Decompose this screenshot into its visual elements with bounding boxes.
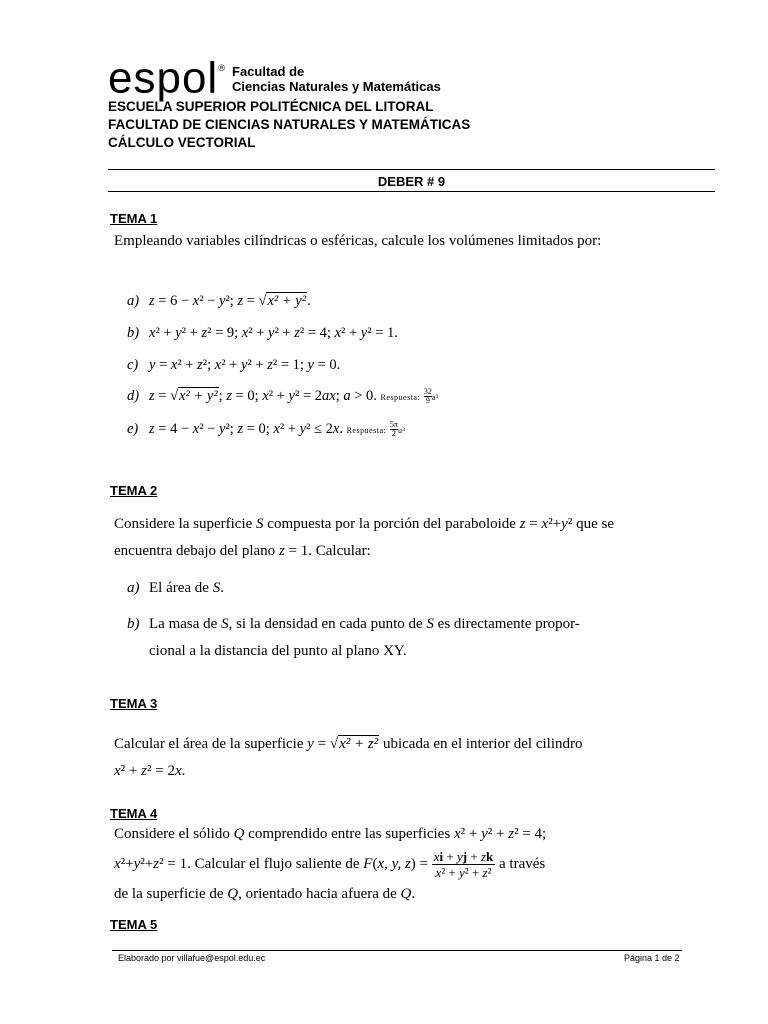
tema1-item-d: d) z = √x² + y²; z = 0; x² + y² = 2ax; a > 0. Respuesta: $\frac{32}{9}a^3$ xyxy=(127,387,439,406)
header-line1: ESCUELA SUPERIOR POLITÉCNICA DEL LITORAL xyxy=(108,99,434,114)
tema5-heading: TEMA 5 xyxy=(110,917,158,932)
tema1-heading: TEMA 1 xyxy=(110,211,158,226)
answer-e-fraction: $\frac{5\pi}{2}$ xyxy=(389,420,398,439)
header-line2: FACULTAD DE CIENCIAS NATURALES Y MATEMÁTICAS xyxy=(108,117,471,132)
footer-rule xyxy=(112,950,682,951)
title-rule-top xyxy=(108,169,715,170)
logo-registered-mark: ® xyxy=(218,63,226,73)
footer-author: Elaborado por villafue@espol.edu.ec xyxy=(118,953,266,963)
tema3-heading: TEMA 3 xyxy=(110,696,158,711)
answer-d-fraction: $\frac{32}{9}$ xyxy=(423,387,432,406)
tema2-intro: Considere la superficie S compuesta por la porción del paraboloide z = x²+y² que se encuentra debajo del plano z = 1. Calcular: xyxy=(114,516,614,559)
tema2-item-b: b) La masa de S, si la densidad en cada punto de S es directamente propor- cional a la distancia del punto al plano XY. xyxy=(127,616,580,659)
footer-page-number: Página 1 de 2 xyxy=(624,953,680,963)
answer-d-unit: a³ xyxy=(431,393,439,402)
header-line3: CÁLCULO VECTORIAL xyxy=(108,135,256,150)
tema2-heading: TEMA 2 xyxy=(110,483,158,498)
document-title: DEBER # 9 xyxy=(377,174,446,189)
answer-e-unit: u³ xyxy=(397,426,406,435)
tema1-item-e: e) z = 4 − x² − y²; z = 0; x² + y² ≤ 2x. Respuesta: $\frac{5\pi}{2}u^3$ xyxy=(127,420,406,439)
faculty-line1: Facultad de xyxy=(232,64,305,79)
respuesta-label-e: Respuesta: xyxy=(346,426,387,435)
faculty-logo-text xyxy=(232,64,441,94)
tema3-text: Calcular el área de la superficie y = √x² + z² ubicada en el interior del cilindro x² + z² = 2x. xyxy=(114,736,583,779)
espol-logo xyxy=(108,50,226,103)
tema2-item-a: a) El área de S. xyxy=(127,580,224,596)
tema4-heading: TEMA 4 xyxy=(110,806,158,821)
tema1-item-c: c) y = x² + z²; x² + y² + z² = 1; y = 0. xyxy=(127,357,341,373)
tema1-item-a: a) z = 6 − x² − y²; z = √x² + y². xyxy=(127,293,311,309)
logo-brand: espol xyxy=(108,53,219,103)
tema4-text: Considere el sólido Q comprendido entre las superficies x² + y² + z² = 4; x²+y²+z² = 1. Calcular el flujo saliente de F(x, y, z) = $\frac{xi + yj + zk}{\text{x² + y² + z²}}$ a través de la superficie de Q, orientado hacia afuera de Q. xyxy=(114,826,547,902)
tema1-item-b: b) x² + y² + z² = 9; x² + y² + z² = 4; x² + y² = 1. xyxy=(127,325,398,341)
title-rule-bottom xyxy=(108,191,715,192)
respuesta-label-d: Respuesta: xyxy=(380,393,421,402)
faculty-line2: Ciencias Naturales y Matemáticas xyxy=(232,79,441,94)
flux-field-fraction: $\frac{xi + yj + zk}{\text{x² + y² + z²}}$ xyxy=(433,849,494,880)
tema1-intro: Empleando variables cilíndricas o esféricas, calcule los volúmenes limitados por: xyxy=(114,233,602,249)
